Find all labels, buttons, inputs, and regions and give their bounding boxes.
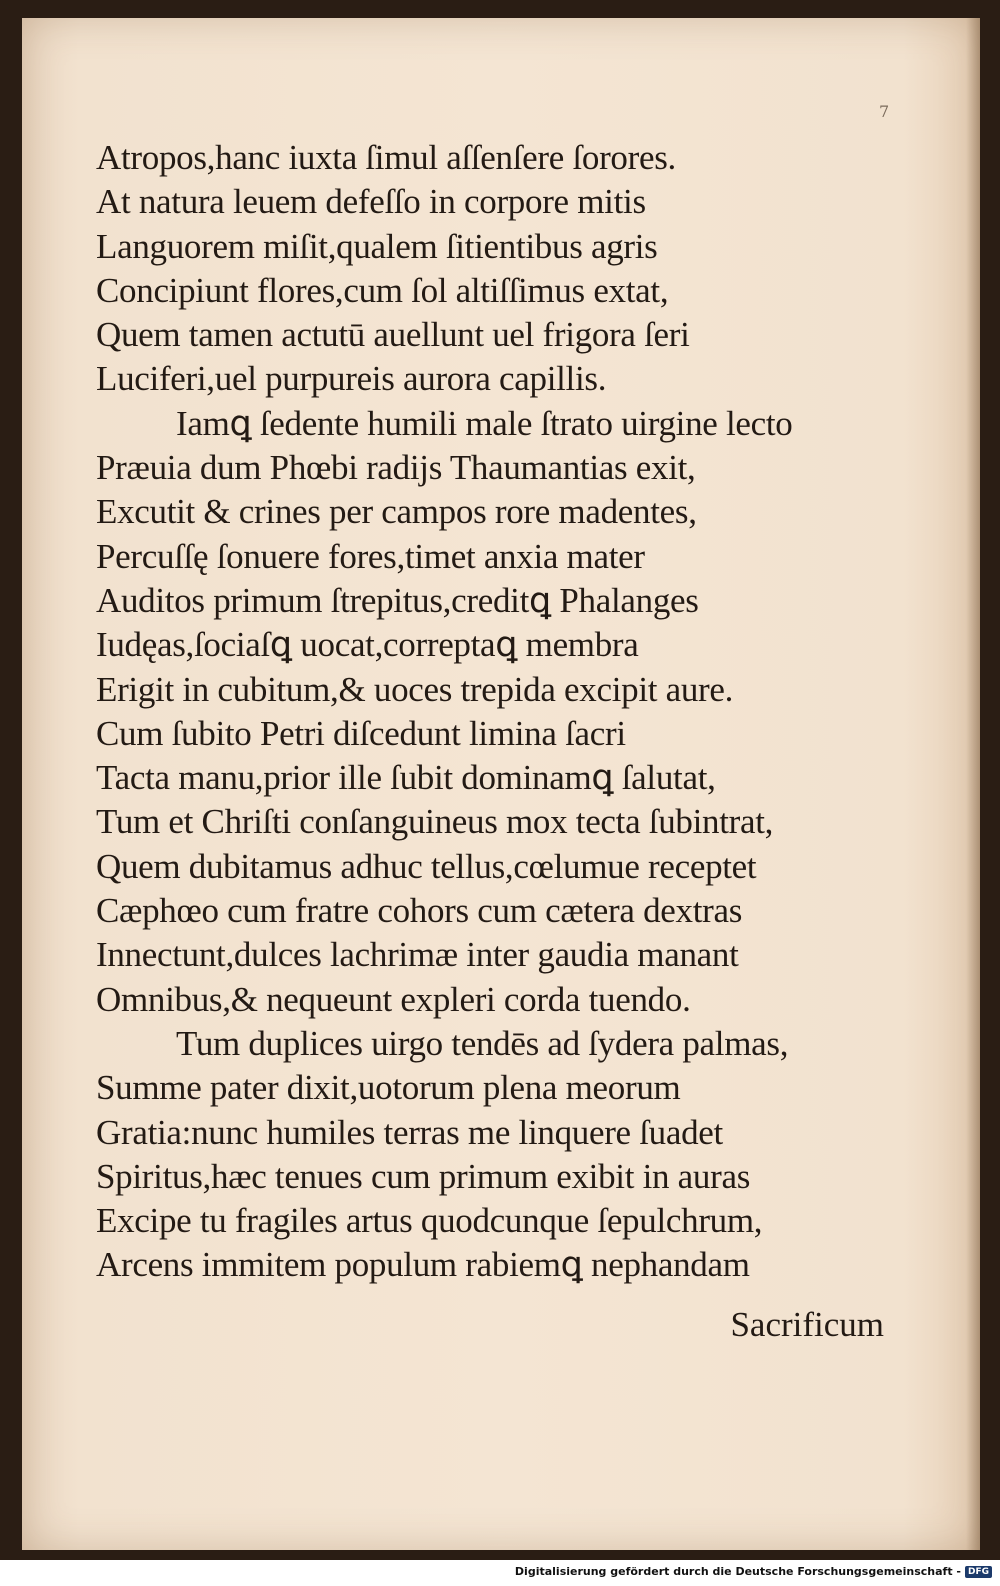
verse-line: Auditos primum ſtrepitus,creditꝗ Phalanges [96,580,699,620]
verse-line: Excutit & crines per campos rore madentes, [96,492,697,532]
verse-line: Tum duplices uirgo tendēs ad ſydera palmas, [176,1023,789,1063]
verse-line: Tum et Chriſti conſanguineus mox tecta ſubintrat, [96,802,774,842]
book-page [22,18,980,1550]
verse-line: Erigit in cubitum,& uoces trepida excipit aure. [96,669,734,709]
verse-line: Luciferi,uel purpureis aurora capillis. [96,359,607,399]
verse-line: Atropos,hanc iuxta ſimul aſſenſere ſorores. [96,138,676,177]
verse-line: Cum ſubito Petri diſcedunt limina ſacri [96,713,626,753]
verse-line: At natura leuem defeſſo in corpore mitis [96,182,646,222]
verse-line: Omnibus,& nequeunt expleri corda tuendo. [96,979,691,1019]
verse-line: Spiritus,hæc tenues cum primum exibit in auras [96,1156,751,1196]
verse-line: Excipe tu fragiles artus quodcunque ſepulchrum, [96,1201,763,1241]
verse-line: Summe pater dixit,uotorum plena meorum [96,1068,681,1108]
verse-line: Innectunt,dulces lachrimæ inter gaudia manant [96,935,739,975]
dfg-logo: DFG [965,1566,992,1578]
verse-line: Cæphœo cum fratre cohors cum cætera dextras [96,891,743,931]
folio-number: 7 [879,102,890,121]
catchword: Sacrificum [730,1305,884,1344]
verse-line: Tacta manu,prior ille ſubit dominamꝗ ſalutat, [96,758,716,798]
verse-line: Iudęas,ſociaſꝗ uocat,correptaꝗ membra [96,625,639,665]
verse-line: Languorem miſit,qualem ſitientibus agris [96,226,658,266]
verse-line: Percuſſę ſonuere fores,timet anxia mater [96,536,645,576]
verse-line: Præuia dum Phœbi radijs Thaumantias exit, [96,448,696,488]
verse-text [96,136,966,1288]
verse-line: Gratia:nunc humiles terras me linquere ſuadet [96,1112,723,1152]
page-edge-shadow [966,18,980,1550]
verse-line: Quem tamen actutū auellunt uel frigora ſeri [96,315,690,355]
credit-text: Digitalisierung gefördert durch die Deutsche Forschungsgemeinschaft - [514,1565,961,1578]
digitization-credit [515,1565,992,1578]
verse-line: Quem dubitamus adhuc tellus,cœlumue receptet [96,846,757,886]
verse-line: Iamꝗ ſedente humili male ſtrato uirgine lecto [176,403,793,443]
verse-line: Concipiunt flores,cum ſol altiſſimus extat, [96,270,669,310]
verse-line: Arcens immitem populum rabiemꝗ nephandam [96,1245,750,1285]
